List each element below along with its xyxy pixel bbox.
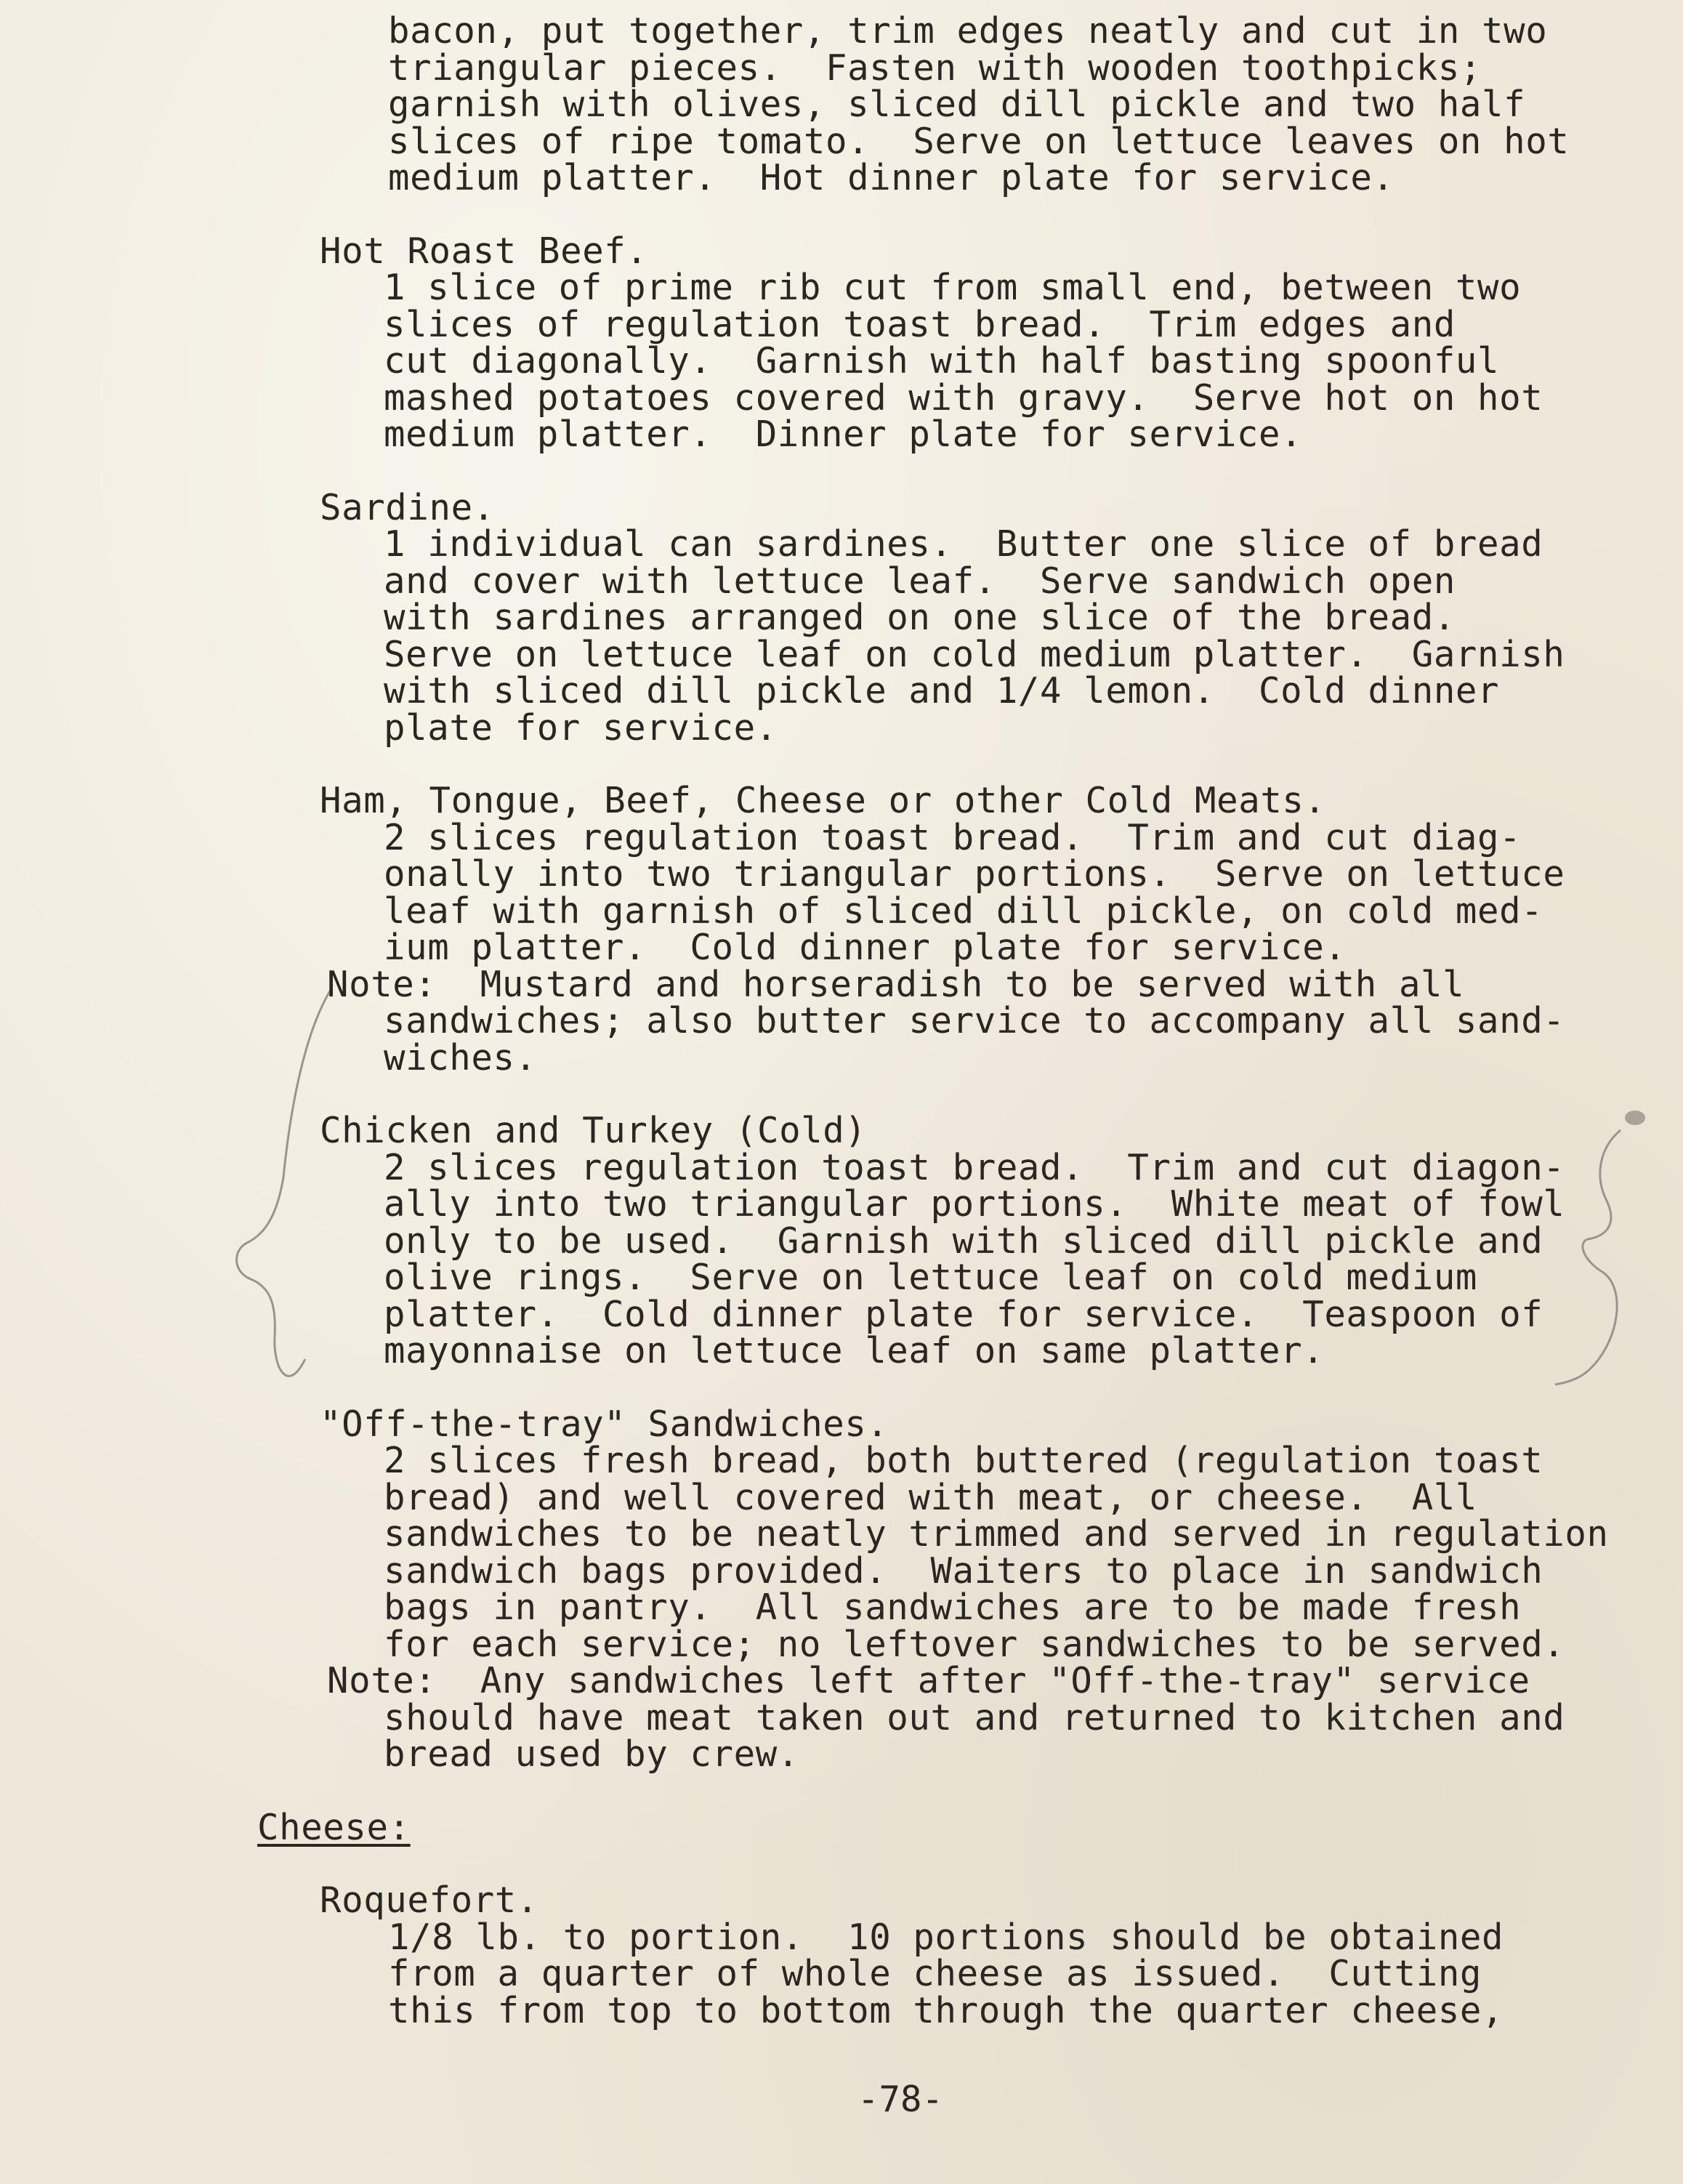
note-line [327, 1660, 1642, 1701]
recipe-text-line: for each service; no leftover sandwiches to be served. [384, 1623, 1565, 1665]
recipe-text-line: medium platter. Hot dinner plate for service. [388, 157, 1395, 198]
recipe-text-line: bread) and well covered with meat, or cheese. All [384, 1476, 1478, 1518]
recipe-text-line: from a quarter of whole cheese as issued. Cutting [388, 1953, 1482, 1994]
note-spacer [437, 964, 480, 1005]
page-number: -78- [857, 2079, 944, 2120]
section-gap [262, 1076, 1642, 1113]
recipe-text-line: sandwich bags provided. Waiters to place in sandwich [384, 1550, 1543, 1592]
note-text: Mustard and horseradish to be served with all [480, 963, 1465, 1005]
recipe-text-line: 1 slice of prime rib cut from small end, between two [384, 267, 1522, 308]
recipe-text-line: ium platter. Cold dinner plate for service. [384, 927, 1347, 968]
recipe-text-line: 1 individual can sardines. Butter one slice of bread [384, 523, 1543, 565]
recipe-text-line: only to be used. Garnish with sliced dill pickle and [384, 1220, 1543, 1262]
note-line: sandwiches; also butter service to accompany all sand- [384, 1000, 1565, 1041]
section-gap [262, 746, 1642, 783]
recipe-text-line: triangular pieces. Fasten with wooden toothpicks; [388, 47, 1482, 89]
recipe-text-line: mashed potatoes covered with gravy. Serve hot on hot [384, 376, 1543, 419]
typed-page [257, 10, 1642, 2031]
recipe-text-line: medium platter. Dinner plate for service. [384, 414, 1303, 455]
section-gap [262, 1773, 1642, 1810]
recipe-text-line: onally into two triangular portions. Serve on lettuce [384, 853, 1565, 895]
note-text: Any sandwiches left after "Off-the-tray" service [480, 1660, 1530, 1701]
recipe-text-line: mayonnaise on lettuce leaf on same platter. [384, 1330, 1325, 1371]
section-gap [262, 197, 1642, 233]
recipe-text-line: leaf with garnish of sliced dill pickle, on cold med- [384, 890, 1543, 932]
recipe-heading: Roquefort. [320, 1879, 539, 1921]
recipe-heading: Chicken and Turkey (Cold) [320, 1110, 867, 1151]
section-gap [262, 1846, 1642, 1882]
recipe-heading: Hot Roast Beef. [320, 230, 648, 272]
section-title-cheese: Cheese: [257, 1806, 411, 1848]
recipe-text-line: olive rings. Serve on lettuce leaf on cold medium [384, 1257, 1478, 1298]
recipe-text-line: 2 slices regulation toast bread. Trim and cut diag- [384, 816, 1522, 858]
recipe-text-line: slices of regulation toast bread. Trim edges and [384, 303, 1456, 345]
recipe-text-line: this from top to bottom through the quarter cheese, [388, 1989, 1504, 2031]
recipe-text-line: ally into two triangular portions. White meat of fowl [384, 1183, 1565, 1225]
note-line [327, 963, 1642, 1005]
recipe-text-line: plate for service. [384, 706, 778, 749]
recipe-text-line: bags in pantry. All sandwiches are to be made fresh [384, 1587, 1522, 1628]
recipe-text-line: 2 slices regulation toast bread. Trim and cut diagon- [384, 1146, 1565, 1188]
recipe-text-line: Serve on lettuce leaf on cold medium platter. Garnish [384, 633, 1565, 675]
note-label: Note: [327, 963, 437, 1005]
recipe-heading: Ham, Tongue, Beef, Cheese or other Cold Meats. [320, 780, 1326, 821]
section-gap [262, 454, 1642, 490]
recipe-text-line: garnish with olives, sliced dill pickle and two half [388, 84, 1526, 125]
recipe-text-line: bacon, put together, trim edges neatly and cut in two [388, 10, 1548, 52]
recipe-text-line: cut diagonally. Garnish with half basting spoonful [384, 340, 1500, 382]
recipe-heading: "Off-the-tray" Sandwiches. [320, 1403, 889, 1445]
recipe-text-line: slices of ripe tomato. Serve on lettuce leaves on hot [388, 120, 1570, 162]
recipe-text-line: 2 slices fresh bread, both buttered (regulation toast [384, 1440, 1543, 1481]
recipe-text-line: with sardines arranged on one slice of the bread. [384, 597, 1456, 638]
recipe-heading: Sardine. [320, 486, 495, 528]
section-gap [262, 1370, 1642, 1406]
recipe-text-line: with sliced dill pickle and 1/4 lemon. Cold dinner [384, 670, 1500, 712]
recipe-text-line: and cover with lettuce leaf. Serve sandwich open [384, 560, 1456, 602]
recipe-text-line: platter. Cold dinner plate for service. Teaspoon of [384, 1293, 1543, 1335]
recipe-text-line: sandwiches to be neatly trimmed and served in regulation [384, 1513, 1609, 1555]
note-line: bread used by crew. [384, 1733, 799, 1775]
note-spacer [437, 1660, 480, 1701]
note-line: should have meat taken out and returned to kitchen and [384, 1696, 1565, 1738]
recipe-text-line: 1/8 lb. to portion. 10 portions should be obtained [388, 1916, 1504, 1958]
note-line: wiches. [384, 1036, 537, 1079]
note-label: Note: [327, 1660, 437, 1701]
